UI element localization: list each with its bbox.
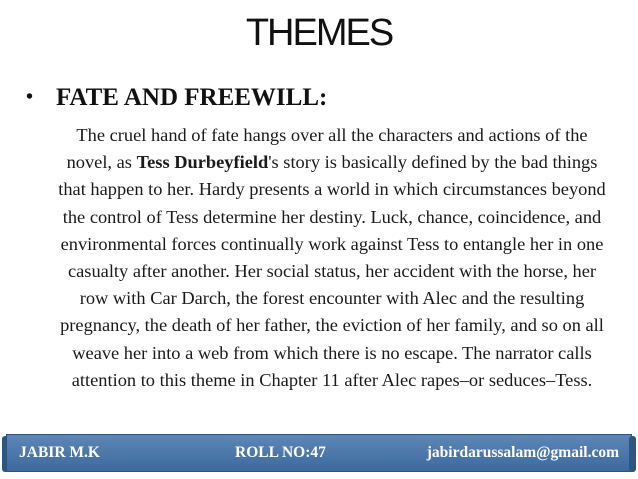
slide-title: THEMES	[245, 12, 393, 54]
footer-email: jabirdarussalam@gmail.com	[426, 444, 619, 461]
footer-roll-number: ROLL NO:47	[235, 444, 326, 461]
section-heading	[26, 84, 327, 112]
footer-banner	[6, 434, 632, 472]
bullet-icon: •	[26, 86, 34, 108]
body-text-part-1: The cruel hand of fate hangs over all the characters and actions of the novel, as	[66, 125, 588, 173]
body-paragraph	[52, 122, 612, 394]
footer-author-name: JABIR M.K	[19, 444, 100, 461]
footer-right-curl	[629, 436, 636, 472]
heading-text: FATE AND FREEWILL:	[56, 84, 328, 111]
body-text-part-2: 's story is basically defined by the bad things that happen to her. Hardy presents a world in which circumstances beyond the control of Tess determine her destiny. Luck, chance, coincidence, and environmental forces continually work against Tess to entangle her in one casualty after another. Her social status, her accident with the horse, her row with Car Darch, the forest encounter with Alec and the resulting pregnancy, the death of her father, the eviction of her family, and so on all weave her into a web from which there is no escape. The narrator calls attention to this theme in Chapter 11 after Alec rapes–or seduces–Tess.	[58, 152, 606, 390]
body-bold-name: Tess Durbeyfield	[136, 152, 269, 173]
